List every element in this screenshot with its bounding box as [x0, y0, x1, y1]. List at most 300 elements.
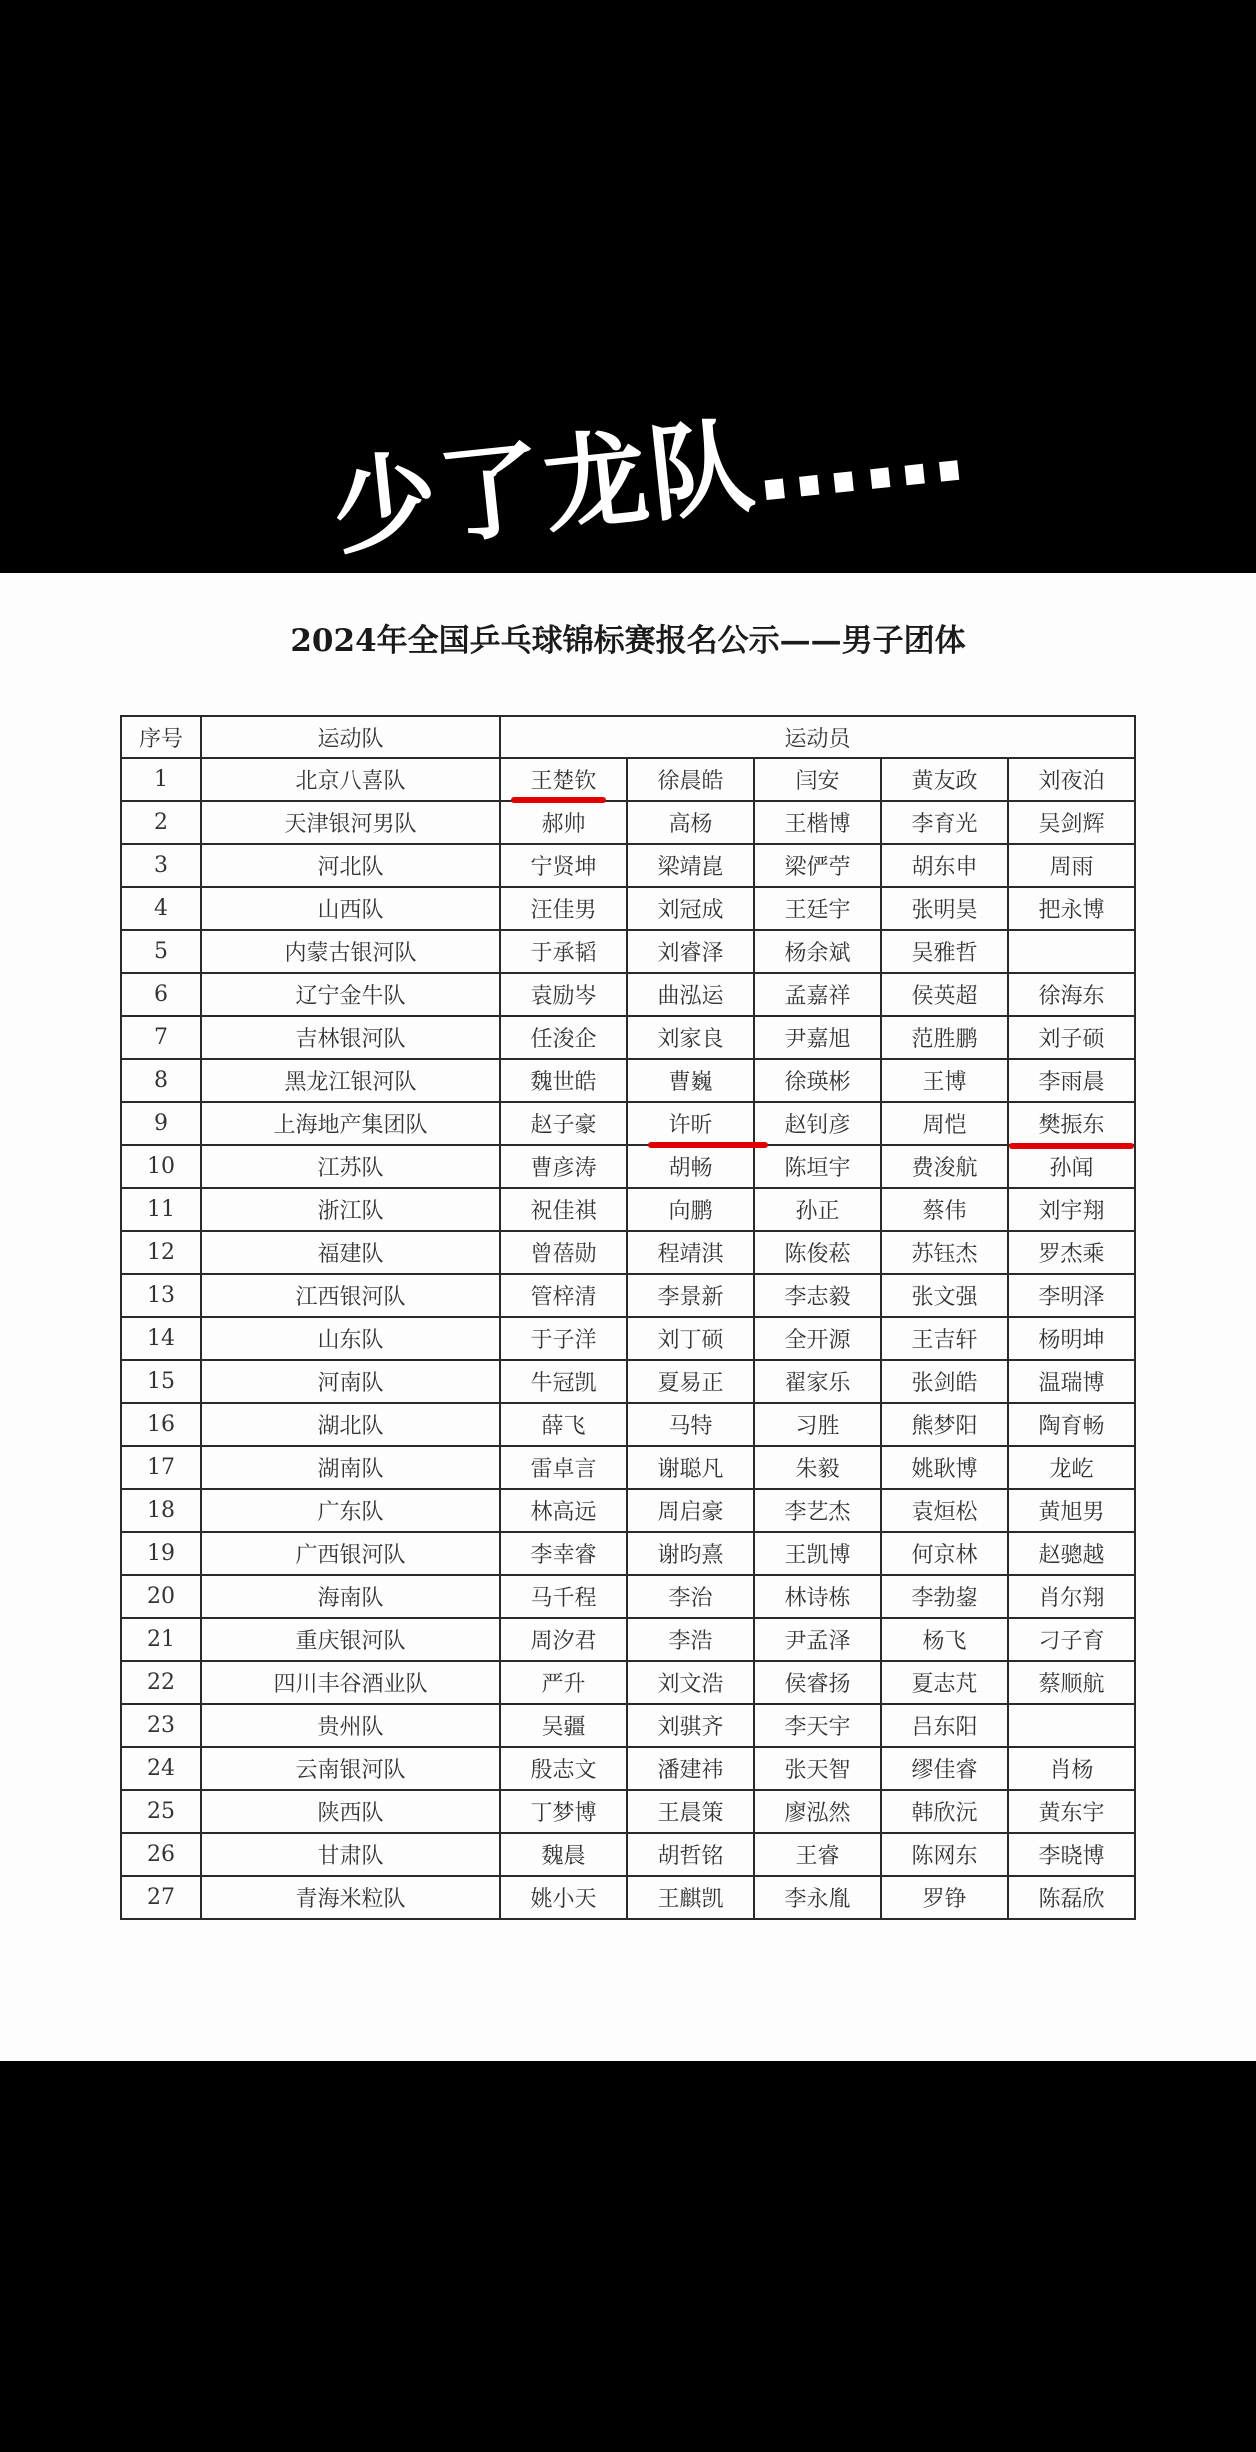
player-name: 周汐君 — [530, 1629, 597, 1654]
player-name: 吴疆 — [541, 1715, 586, 1740]
table-row — [121, 1618, 1135, 1661]
player-cell — [754, 1274, 881, 1317]
team-cell: 湖南队 — [201, 1446, 500, 1489]
player-name: 范胜鹏 — [911, 1027, 978, 1052]
player-name: 胡畅 — [668, 1156, 713, 1181]
seq-cell: 25 — [121, 1790, 201, 1833]
player-name: 马特 — [668, 1414, 713, 1439]
seq-cell: 7 — [121, 1016, 201, 1059]
player-name: 李勃鋆 — [911, 1586, 978, 1611]
player-cell — [500, 1102, 627, 1145]
player-cell — [500, 1833, 627, 1876]
team-cell: 广东队 — [201, 1489, 500, 1532]
player-cell — [1008, 1747, 1135, 1790]
player-name: 吴剑辉 — [1038, 812, 1105, 837]
player-name: 严升 — [541, 1672, 586, 1697]
seq-cell: 18 — [121, 1489, 201, 1532]
player-name: 袁烜松 — [911, 1500, 978, 1525]
player-name: 孟嘉祥 — [784, 984, 851, 1009]
player-name: 肖尔翔 — [1038, 1586, 1105, 1611]
player-name: 廖泓然 — [784, 1801, 851, 1826]
player-name: 赵子豪 — [530, 1113, 597, 1138]
player-cell — [500, 1446, 627, 1489]
table-body — [121, 758, 1135, 1919]
seq-cell: 21 — [121, 1618, 201, 1661]
player-name: 李浩 — [668, 1629, 713, 1654]
table-row — [121, 1317, 1135, 1360]
seq-cell: 22 — [121, 1661, 201, 1704]
player-name: 蔡伟 — [922, 1199, 967, 1224]
team-cell: 上海地产集团队 — [201, 1102, 500, 1145]
player-cell — [881, 1403, 1008, 1446]
player-cell — [500, 1704, 627, 1747]
player-cell — [754, 1489, 881, 1532]
player-name: 任浚企 — [530, 1027, 597, 1052]
player-cell — [627, 844, 754, 887]
player-cell — [754, 1016, 881, 1059]
player-cell — [881, 1833, 1008, 1876]
player-name: 陶育畅 — [1038, 1414, 1105, 1439]
player-cell — [627, 1145, 754, 1188]
player-name: 吕东阳 — [911, 1715, 978, 1740]
player-name: 王楚钦 — [530, 769, 597, 794]
player-cell — [754, 1532, 881, 1575]
team-cell: 广西银河队 — [201, 1532, 500, 1575]
table-row — [121, 1661, 1135, 1704]
player-cell — [500, 1661, 627, 1704]
player-name: 李艺杰 — [784, 1500, 851, 1525]
table-row — [121, 1833, 1135, 1876]
player-cell — [754, 1833, 881, 1876]
team-cell: 云南银河队 — [201, 1747, 500, 1790]
player-name: 于子洋 — [530, 1328, 597, 1353]
player-cell — [1008, 1059, 1135, 1102]
player-cell — [881, 1575, 1008, 1618]
team-cell: 山西队 — [201, 887, 500, 930]
player-cell — [754, 1661, 881, 1704]
team-cell: 吉林银河队 — [201, 1016, 500, 1059]
team-cell: 内蒙古银河队 — [201, 930, 500, 973]
player-cell — [1008, 1489, 1135, 1532]
player-name: 王晨策 — [657, 1801, 724, 1826]
player-name: 谢聪凡 — [657, 1457, 724, 1482]
player-name: 陈垣宇 — [784, 1156, 851, 1181]
seq-cell: 26 — [121, 1833, 201, 1876]
player-cell — [1008, 1403, 1135, 1446]
document-page — [0, 573, 1256, 2061]
player-name: 祝佳祺 — [530, 1199, 597, 1224]
table-row — [121, 1188, 1135, 1231]
player-name: 王吉轩 — [911, 1328, 978, 1353]
player-name: 张明昊 — [911, 898, 978, 923]
player-cell — [754, 1575, 881, 1618]
seq-cell: 9 — [121, 1102, 201, 1145]
player-name: 曲泓运 — [657, 984, 724, 1009]
player-cell — [500, 1231, 627, 1274]
player-cell — [881, 1231, 1008, 1274]
player-name: 陈网东 — [911, 1844, 978, 1869]
seq-cell: 11 — [121, 1188, 201, 1231]
player-cell — [1008, 758, 1135, 801]
player-name: 刘子硕 — [1038, 1027, 1105, 1052]
player-cell — [754, 1188, 881, 1231]
seq-cell: 13 — [121, 1274, 201, 1317]
player-name: 郝帅 — [541, 812, 586, 837]
player-name: 李景新 — [657, 1285, 724, 1310]
player-cell — [1008, 1360, 1135, 1403]
player-cell — [881, 930, 1008, 973]
player-cell — [754, 1618, 881, 1661]
player-cell — [754, 1876, 881, 1919]
player-cell — [881, 1274, 1008, 1317]
seq-cell: 24 — [121, 1747, 201, 1790]
table-row — [121, 1145, 1135, 1188]
player-name: 王廷宇 — [784, 898, 851, 923]
table-row — [121, 887, 1135, 930]
player-name: 许昕 — [668, 1113, 713, 1138]
player-name: 侯英超 — [911, 984, 978, 1009]
player-cell — [1008, 1532, 1135, 1575]
player-name: 刘宇翔 — [1038, 1199, 1105, 1224]
team-cell: 江苏队 — [201, 1145, 500, 1188]
team-cell: 四川丰谷酒业队 — [201, 1661, 500, 1704]
player-name: 李明泽 — [1038, 1285, 1105, 1310]
player-cell — [754, 1059, 881, 1102]
player-name: 杨余斌 — [784, 941, 851, 966]
player-cell — [754, 973, 881, 1016]
seq-cell: 19 — [121, 1532, 201, 1575]
player-cell — [627, 1532, 754, 1575]
player-name: 刘夜泊 — [1038, 769, 1105, 794]
player-name: 牛冠凯 — [530, 1371, 597, 1396]
player-cell — [881, 1704, 1008, 1747]
player-cell — [881, 1489, 1008, 1532]
player-name: 黄友政 — [911, 769, 978, 794]
player-name: 吴雅哲 — [911, 941, 978, 966]
player-name: 朱毅 — [795, 1457, 840, 1482]
player-name: 周启豪 — [657, 1500, 724, 1525]
player-name: 姚耿博 — [911, 1457, 978, 1482]
player-cell — [1008, 1833, 1135, 1876]
team-cell: 浙江队 — [201, 1188, 500, 1231]
player-cell — [627, 1833, 754, 1876]
player-cell — [627, 1274, 754, 1317]
team-cell: 天津银河男队 — [201, 801, 500, 844]
player-name: 袁励岑 — [530, 984, 597, 1009]
player-cell — [500, 844, 627, 887]
team-cell: 湖北队 — [201, 1403, 500, 1446]
player-name: 王睿 — [795, 1844, 840, 1869]
player-name: 曹彦涛 — [530, 1156, 597, 1181]
player-name: 徐瑛彬 — [784, 1070, 851, 1095]
table-row — [121, 1360, 1135, 1403]
table-header-row — [121, 716, 1135, 758]
player-cell — [881, 801, 1008, 844]
player-name: 韩欣沅 — [911, 1801, 978, 1826]
player-name: 刘家良 — [657, 1027, 724, 1052]
player-name: 尹孟泽 — [784, 1629, 851, 1654]
player-cell — [1008, 1790, 1135, 1833]
player-name: 殷志文 — [530, 1758, 597, 1783]
player-name: 胡哲铭 — [657, 1844, 724, 1869]
seq-cell: 27 — [121, 1876, 201, 1919]
player-cell — [1008, 1446, 1135, 1489]
table-row — [121, 1532, 1135, 1575]
caption-overlay: 少了龙队…… — [326, 382, 973, 571]
player-cell — [1008, 1876, 1135, 1919]
seq-cell: 4 — [121, 887, 201, 930]
player-cell — [500, 1188, 627, 1231]
team-cell: 青海米粒队 — [201, 1876, 500, 1919]
player-cell — [881, 1661, 1008, 1704]
player-cell — [881, 758, 1008, 801]
table-row — [121, 1102, 1135, 1145]
player-cell — [627, 930, 754, 973]
player-cell — [500, 1489, 627, 1532]
player-name: 曾蓓勋 — [530, 1242, 597, 1267]
table-row — [121, 1446, 1135, 1489]
document-title: 2024年全国乒乓球锦标赛报名公示——男子团体 — [290, 623, 966, 659]
player-cell — [881, 1317, 1008, 1360]
player-cell — [754, 1704, 881, 1747]
player-cell — [1008, 801, 1135, 844]
team-cell: 北京八喜队 — [201, 758, 500, 801]
player-name: 刘丁硕 — [657, 1328, 724, 1353]
table-row — [121, 973, 1135, 1016]
player-name: 熊梦阳 — [911, 1414, 978, 1439]
registration-table — [120, 715, 1136, 1920]
player-name: 向鹏 — [668, 1199, 713, 1224]
table-row — [121, 1274, 1135, 1317]
player-cell — [627, 1102, 754, 1145]
player-cell — [1008, 930, 1135, 973]
player-cell — [500, 1274, 627, 1317]
table-row — [121, 1489, 1135, 1532]
player-name: 侯睿扬 — [784, 1672, 851, 1697]
player-name: 于承韬 — [530, 941, 597, 966]
player-name: 李雨晨 — [1038, 1070, 1105, 1095]
player-cell — [1008, 844, 1135, 887]
player-cell — [881, 844, 1008, 887]
player-cell — [881, 1059, 1008, 1102]
player-name: 孙闻 — [1049, 1156, 1094, 1181]
player-name: 徐晨皓 — [657, 769, 724, 794]
player-cell — [881, 973, 1008, 1016]
header-team: 运动队 — [201, 716, 500, 758]
player-name: 李永胤 — [784, 1887, 851, 1912]
player-name: 宁贤坤 — [530, 855, 597, 880]
player-name: 李幸睿 — [530, 1543, 597, 1568]
player-name: 曹巍 — [668, 1070, 713, 1095]
seq-cell: 12 — [121, 1231, 201, 1274]
player-cell — [500, 1360, 627, 1403]
player-cell — [500, 1618, 627, 1661]
seq-cell: 2 — [121, 801, 201, 844]
player-cell — [881, 1016, 1008, 1059]
team-cell: 陕西队 — [201, 1790, 500, 1833]
player-cell — [881, 1532, 1008, 1575]
player-cell — [1008, 1704, 1135, 1747]
player-cell — [754, 1790, 881, 1833]
player-cell — [627, 1016, 754, 1059]
player-name: 丁梦博 — [530, 1801, 597, 1826]
player-cell — [754, 1446, 881, 1489]
player-name: 程靖淇 — [657, 1242, 724, 1267]
team-cell: 贵州队 — [201, 1704, 500, 1747]
player-cell — [1008, 1145, 1135, 1188]
player-cell — [500, 1403, 627, 1446]
player-name: 雷卓言 — [530, 1457, 597, 1482]
player-cell — [500, 930, 627, 973]
player-name: 肖杨 — [1049, 1758, 1094, 1783]
player-name: 梁靖崑 — [657, 855, 724, 880]
player-cell — [1008, 973, 1135, 1016]
player-name: 林诗栋 — [784, 1586, 851, 1611]
player-name: 李天宇 — [784, 1715, 851, 1740]
player-cell — [1008, 1016, 1135, 1059]
player-cell — [754, 1747, 881, 1790]
table-row — [121, 1876, 1135, 1919]
player-name: 魏世皓 — [530, 1070, 597, 1095]
player-name: 马千程 — [530, 1586, 597, 1611]
player-cell — [754, 1145, 881, 1188]
team-cell: 辽宁金牛队 — [201, 973, 500, 1016]
player-cell — [500, 1747, 627, 1790]
player-name: 何京林 — [911, 1543, 978, 1568]
player-cell — [627, 1403, 754, 1446]
player-cell — [500, 1790, 627, 1833]
player-name: 罗杰乘 — [1038, 1242, 1105, 1267]
player-name: 缪佳睿 — [911, 1758, 978, 1783]
player-name: 潘建祎 — [657, 1758, 724, 1783]
player-name: 陈俊菘 — [784, 1242, 851, 1267]
table-row — [121, 1704, 1135, 1747]
player-cell — [500, 1059, 627, 1102]
player-cell — [1008, 1661, 1135, 1704]
player-name: 陈磊欣 — [1038, 1887, 1105, 1912]
player-cell — [754, 844, 881, 887]
player-name: 李治 — [668, 1586, 713, 1611]
table-row — [121, 1790, 1135, 1833]
player-cell — [881, 1876, 1008, 1919]
player-name: 赵骢越 — [1038, 1543, 1105, 1568]
seq-cell: 8 — [121, 1059, 201, 1102]
player-cell — [627, 1360, 754, 1403]
player-name: 樊振东 — [1038, 1113, 1105, 1138]
player-name: 张天智 — [784, 1758, 851, 1783]
player-cell — [1008, 1274, 1135, 1317]
table-row — [121, 930, 1135, 973]
team-cell: 甘肃队 — [201, 1833, 500, 1876]
player-cell — [627, 1446, 754, 1489]
player-name: 刘文浩 — [657, 1672, 724, 1697]
player-name: 王楷博 — [784, 812, 851, 837]
player-cell — [627, 1876, 754, 1919]
table-row — [121, 758, 1135, 801]
player-cell — [500, 758, 627, 801]
player-cell — [500, 1876, 627, 1919]
player-name: 黄旭男 — [1038, 1500, 1105, 1525]
player-cell — [627, 1059, 754, 1102]
player-name: 尹嘉旭 — [784, 1027, 851, 1052]
player-cell — [500, 1532, 627, 1575]
player-name: 翟家乐 — [784, 1371, 851, 1396]
player-cell — [500, 1145, 627, 1188]
team-cell: 山东队 — [201, 1317, 500, 1360]
player-cell — [627, 1704, 754, 1747]
player-name: 刘睿泽 — [657, 941, 724, 966]
player-cell — [754, 887, 881, 930]
player-cell — [754, 1102, 881, 1145]
player-name: 夏志芃 — [911, 1672, 978, 1697]
player-name: 杨明坤 — [1038, 1328, 1105, 1353]
player-cell — [1008, 1231, 1135, 1274]
player-cell — [881, 1618, 1008, 1661]
player-cell — [1008, 1102, 1135, 1145]
table-row — [121, 801, 1135, 844]
player-cell — [1008, 1618, 1135, 1661]
player-cell — [500, 801, 627, 844]
player-cell — [881, 1747, 1008, 1790]
player-name: 蔡顺航 — [1038, 1672, 1105, 1697]
player-cell — [754, 1360, 881, 1403]
player-name: 薛飞 — [541, 1414, 586, 1439]
seq-cell: 23 — [121, 1704, 201, 1747]
player-name: 徐海东 — [1038, 984, 1105, 1009]
player-name: 苏钰杰 — [911, 1242, 978, 1267]
player-cell — [881, 1360, 1008, 1403]
player-cell — [627, 801, 754, 844]
player-name: 张剑皓 — [911, 1371, 978, 1396]
player-cell — [1008, 1188, 1135, 1231]
table-row — [121, 844, 1135, 887]
team-cell: 重庆银河队 — [201, 1618, 500, 1661]
table-row — [121, 1575, 1135, 1618]
player-cell — [754, 1317, 881, 1360]
player-cell — [1008, 1575, 1135, 1618]
player-name: 温瑞博 — [1038, 1371, 1105, 1396]
player-name: 王凯博 — [784, 1543, 851, 1568]
player-cell — [627, 1618, 754, 1661]
player-cell — [881, 1102, 1008, 1145]
player-name: 把永博 — [1038, 898, 1105, 923]
player-cell — [627, 1317, 754, 1360]
player-cell — [754, 930, 881, 973]
team-cell: 福建队 — [201, 1231, 500, 1274]
seq-cell: 14 — [121, 1317, 201, 1360]
player-name: 罗铮 — [922, 1887, 967, 1912]
player-cell — [881, 1188, 1008, 1231]
player-cell — [627, 1790, 754, 1833]
player-cell — [627, 1661, 754, 1704]
player-name: 姚小天 — [530, 1887, 597, 1912]
player-name: 李志毅 — [784, 1285, 851, 1310]
player-name: 黄东宇 — [1038, 1801, 1105, 1826]
player-name: 闫安 — [795, 769, 840, 794]
player-name: 费浚航 — [911, 1156, 978, 1181]
seq-cell: 17 — [121, 1446, 201, 1489]
seq-cell: 15 — [121, 1360, 201, 1403]
seq-cell: 6 — [121, 973, 201, 1016]
player-name: 谢昀熹 — [657, 1543, 724, 1568]
table-row — [121, 1403, 1135, 1446]
seq-cell: 20 — [121, 1575, 201, 1618]
player-cell — [500, 1016, 627, 1059]
player-name: 杨飞 — [922, 1629, 967, 1654]
header-players: 运动员 — [500, 716, 1135, 758]
player-cell — [500, 1317, 627, 1360]
player-name: 林高远 — [530, 1500, 597, 1525]
